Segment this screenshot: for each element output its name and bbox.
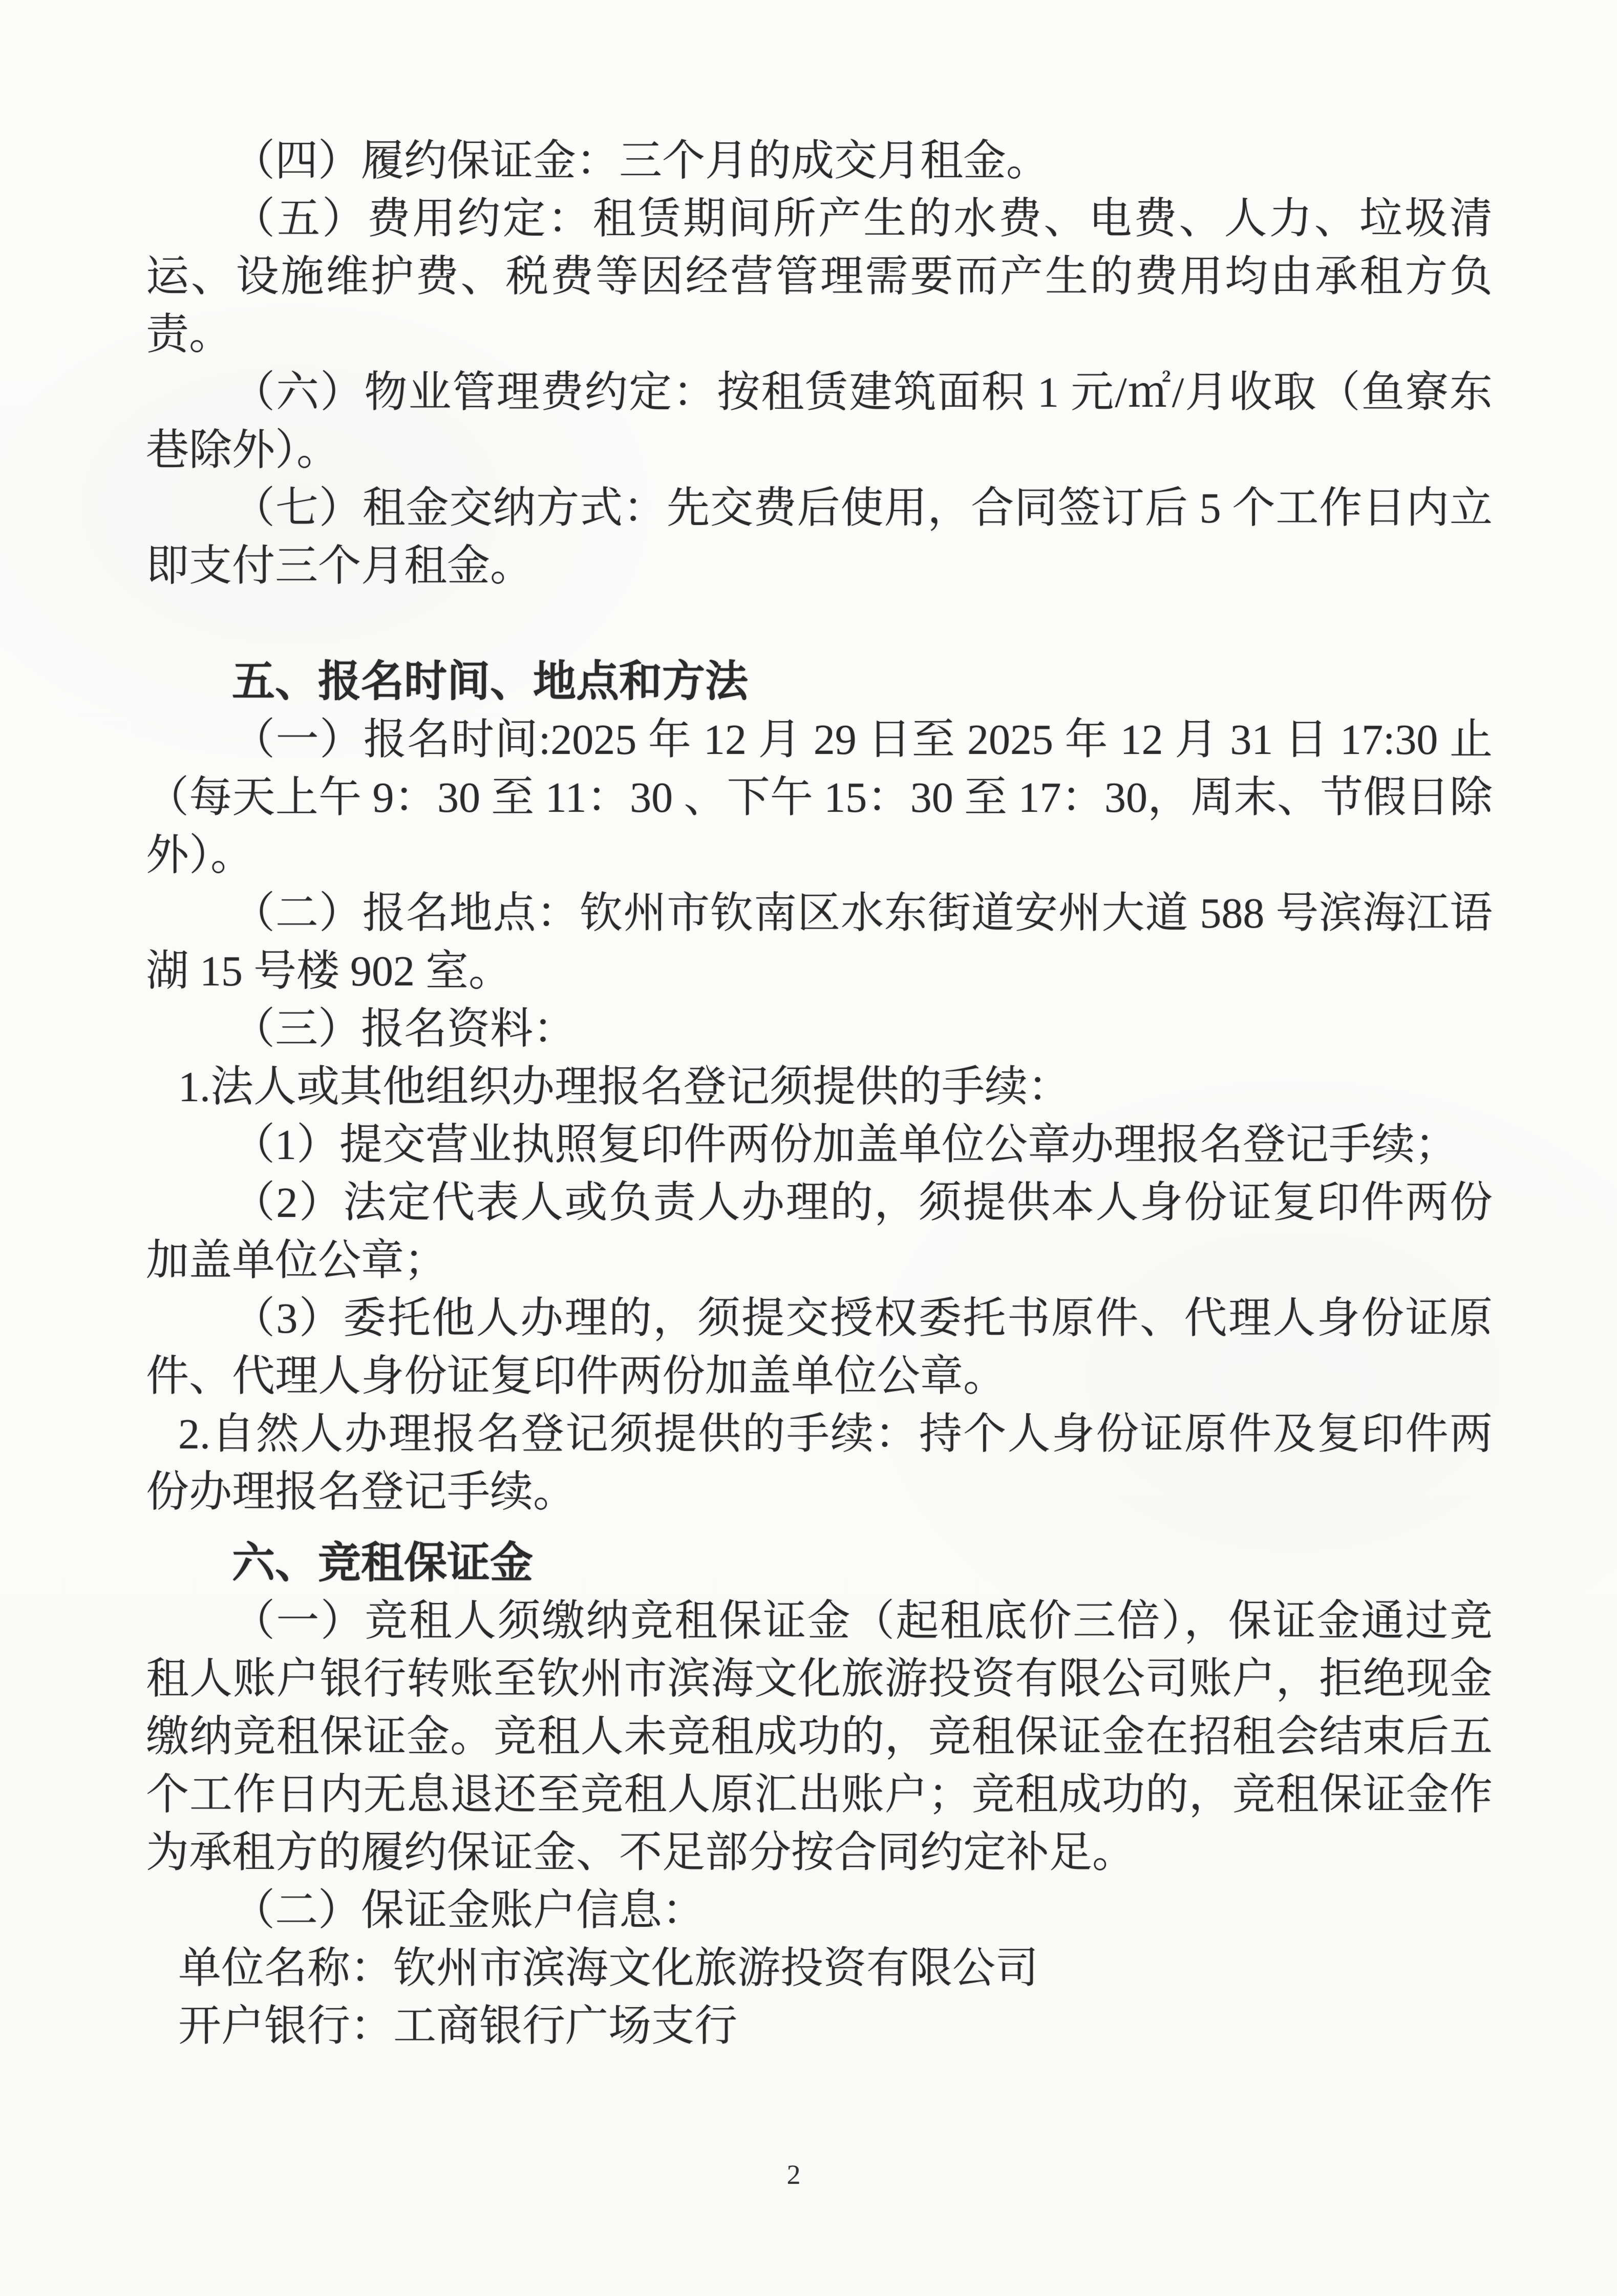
page-number: 2 (786, 2159, 801, 2190)
item-legal-person-procedures: 1.法人或其他组织办理报名登记须提供的手续： (178, 1063, 1071, 1111)
para-fee-agreement: （五）费用约定：租赁期间所产生的水费、电费、人力、垃圾清运、设施维护费、税费等因经营管理需要而产生的费用均由承租方负责。 (146, 195, 1493, 359)
section-heading-bid-deposit: 六、竞租保证金 (232, 1540, 534, 1587)
para-property-management-fee: （六）物业管理费约定：按租赁建筑面积 1 元/㎡/月收取（鱼寮东巷除外）。 (146, 369, 1493, 474)
item-natural-person-procedures: 2.自然人办理报名登记须提供的手续：持个人身份证原件及复印件两份办理报名登记手续。 (146, 1410, 1493, 1516)
line-account-bank: 开户银行：工商银行广场支行 (178, 2003, 738, 2050)
para-deposit-account-info: （二）保证金账户信息： (232, 1887, 706, 1934)
para-rent-payment-method: （七）租金交纳方式：先交费后使用，合同签订后 5 个工作日内立即支付三个月租金。 (146, 485, 1493, 590)
document-body (146, 132, 1493, 2055)
section-heading-registration: 五、报名时间、地点和方法 (232, 658, 749, 706)
para-deposit-rules: （一）竞租人须缴纳竞租保证金（起租底价三倍），保证金通过竞租人账户银行转账至钦州市滨海文化旅游投资有限公司账户，拒绝现金缴纳竞租保证金。竞租人未竞租成功的，竞租保证金在招租会结束后五个工作日内无息退还至竞租人原汇出账户；竞租成功的，竞租保证金作为承租方的履约保证金、不足部分按合同约定补足。 (146, 1597, 1493, 1877)
para-registration-time: （一）报名时间:2025 年 12 月 29 日至 2025 年 12 月 31 日 17:30 止（每天上午 9：30 至 11：30 、下午 15：30 至 17：30，周末、节假日除外）。 (146, 716, 1493, 879)
para-registration-materials: （三）报名资料： (232, 1005, 577, 1053)
para-registration-location: （二）报名地点：钦州市钦南区水东街道安州大道 588 号滨海江语湖 15 号楼 902 室。 (146, 890, 1493, 995)
para-entrusted-agent: （3）委托他人办理的，须提交授权委托书原件、代理人身份证原件、代理人身份证复印件两份加盖单位公章。 (146, 1295, 1493, 1400)
para-legal-representative: （2）法定代表人或负责人办理的，须提供本人身份证复印件两份加盖单位公章； (146, 1179, 1493, 1284)
line-account-name: 单位名称：钦州市滨海文化旅游投资有限公司 (178, 1945, 1039, 1992)
para-performance-bond: （四）履约保证金：三个月的成交月租金。 (232, 137, 1050, 185)
para-business-license-copy: （1）提交营业执照复印件两份加盖单位公章办理报名登记手续； (232, 1121, 1458, 1169)
